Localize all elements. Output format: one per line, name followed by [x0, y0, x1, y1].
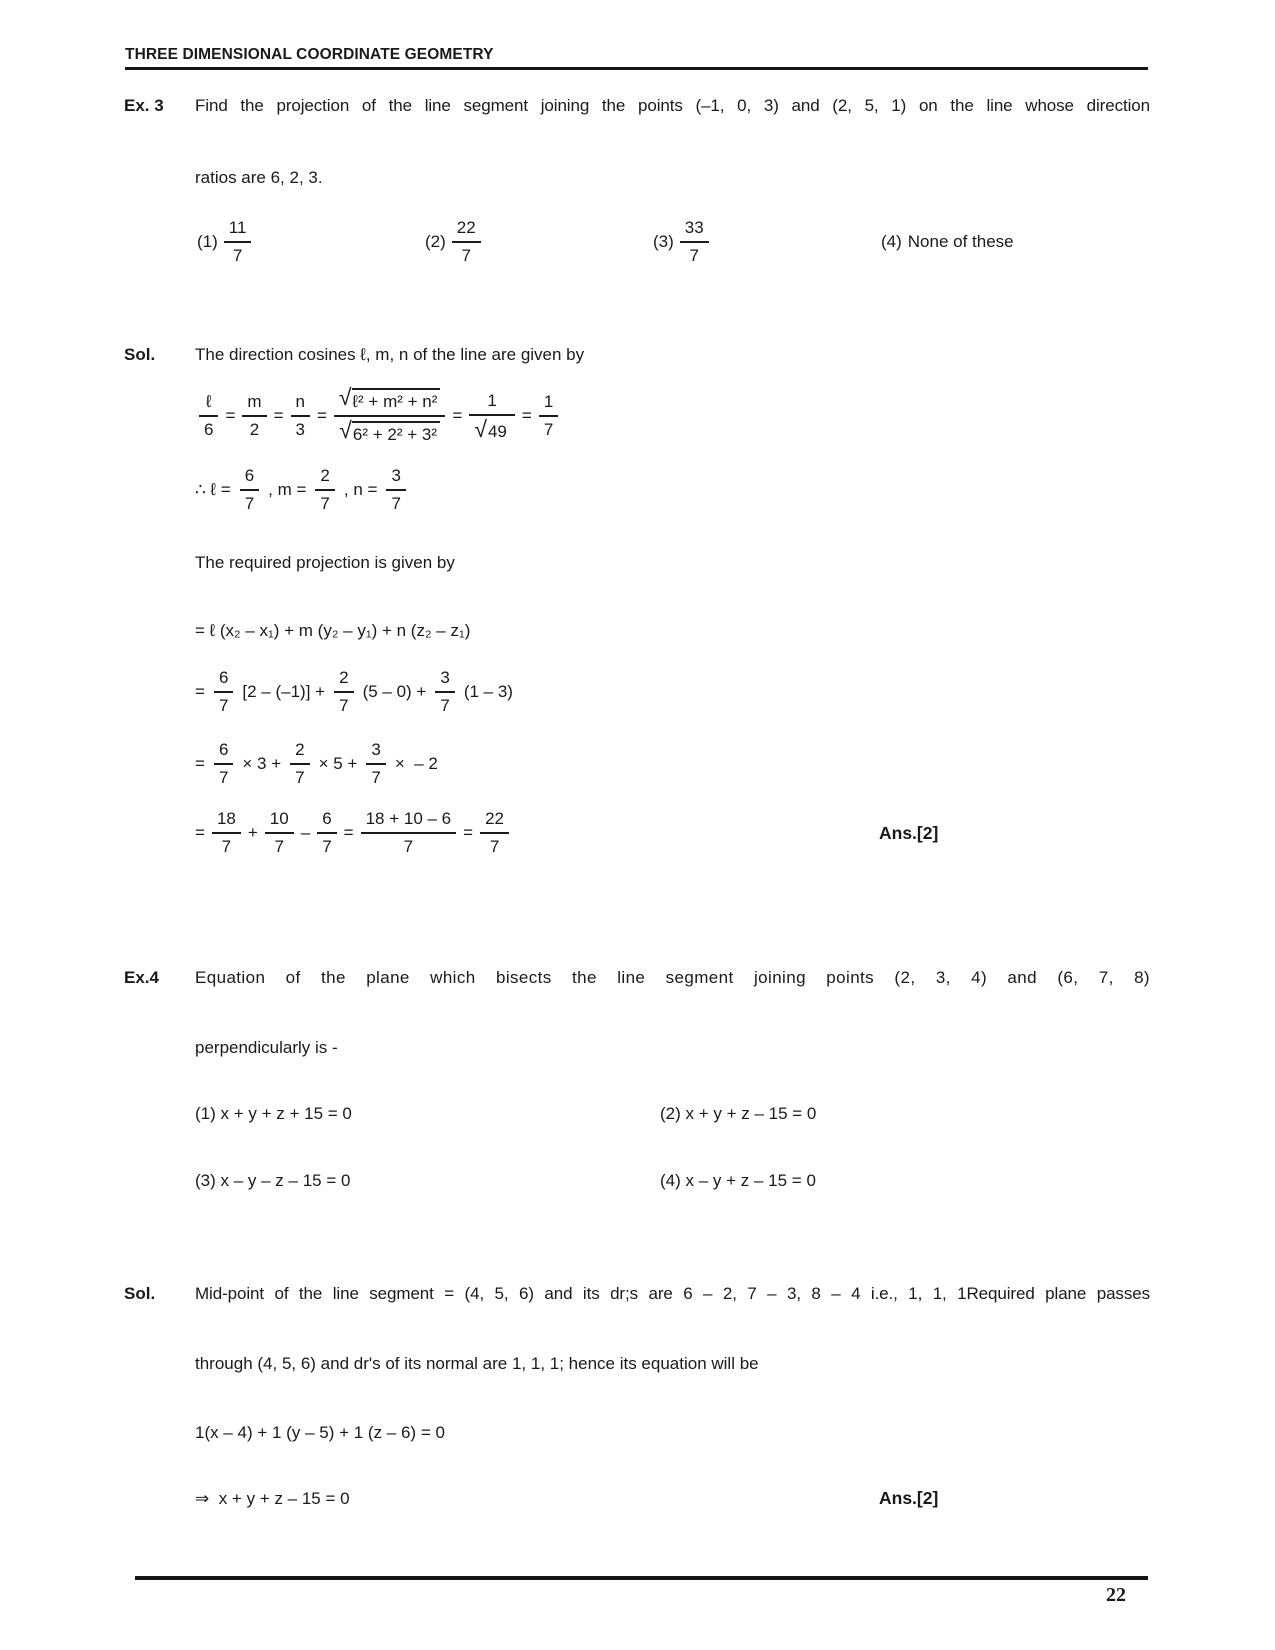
ex4-option-4: (4) x – y + z – 15 = 0 — [660, 1171, 816, 1190]
fraction — [214, 666, 233, 718]
sol4-line3: 1(x – 4) + 1 (y – 5) + 1 (z – 6) = 0 — [195, 1423, 445, 1442]
fraction-denominator: 7 — [371, 768, 381, 787]
ex3-option-2 — [425, 216, 653, 268]
fraction-denominator: 7 — [320, 494, 330, 513]
fraction-numerator: 11 — [224, 216, 252, 243]
ex3-option-4 — [881, 232, 1152, 252]
fraction-numerator: 3 — [435, 666, 454, 693]
fraction-denominator — [334, 417, 445, 447]
sol4-line2: through (4, 5, 6) and dr's of its normal are 1, 1, 1; hence its equation will be — [195, 1354, 759, 1373]
math-token: × 5 + — [318, 754, 358, 773]
ex3-option-1 — [197, 216, 425, 268]
chapter-title: THREE DIMENSIONAL COORDINATE GEOMETRY — [125, 46, 494, 63]
fraction — [317, 807, 336, 859]
sol4-label: Sol. — [124, 1284, 156, 1303]
square-root — [474, 415, 510, 443]
math-token: × – 2 — [394, 754, 438, 773]
fraction — [291, 390, 310, 442]
sol3-therefore-line — [195, 464, 410, 516]
sol3-eq3 — [195, 738, 443, 790]
math-token: [2 – (–1)] + — [242, 682, 326, 701]
fraction-numerator: 22 — [452, 216, 481, 243]
option-label: (1) — [197, 232, 218, 251]
ex4-answer: Ans.[2] — [879, 1488, 939, 1508]
math-token: = — [452, 406, 463, 425]
math-token: + — [247, 823, 258, 842]
ex3-label: Ex. 3 — [124, 96, 164, 115]
fraction-denominator: 7 — [689, 246, 699, 265]
ex3-question-line1: Find the projection of the line segment joining the points (–1, 0, 3) and (2, 5, 1) on the line whose direction — [195, 96, 1150, 115]
sol3-direction-cosines-formula — [195, 376, 562, 456]
math-token: = — [225, 406, 236, 425]
fraction-denominator: 7 — [218, 768, 229, 787]
fraction — [240, 464, 259, 516]
fraction — [199, 390, 218, 442]
fraction — [539, 390, 558, 442]
math-token: = — [463, 823, 474, 842]
math-token: = — [273, 406, 284, 425]
fraction — [680, 216, 709, 268]
fraction-numerator — [334, 385, 445, 417]
sol4-line1: Mid-point of the line segment = (4, 5, 6) and its dr;s are 6 – 2, 7 – 3, 8 – 4 i.e., 1, 1, 1Required plane passes — [195, 1284, 1150, 1303]
fraction — [469, 389, 515, 444]
math-token: = — [316, 406, 327, 425]
sol4-line4: ⇒ x + y + z – 15 = 0 — [195, 1489, 350, 1508]
fraction-denominator: 7 — [543, 420, 554, 439]
fraction — [480, 807, 509, 859]
fraction-denominator: 7 — [461, 246, 471, 265]
math-token: = — [195, 754, 205, 773]
ex4-label: Ex.4 — [124, 968, 159, 987]
fraction-numerator: 3 — [386, 464, 405, 491]
math-token: , n = — [343, 480, 378, 499]
fraction-denominator: 7 — [322, 837, 332, 856]
math-token: , m = — [268, 480, 307, 499]
fraction — [212, 807, 241, 859]
ex4-option-3: (3) x – y – z – 15 = 0 — [195, 1171, 351, 1190]
fraction-numerator: 6 — [317, 807, 336, 834]
ex3-option-3 — [653, 216, 881, 268]
ex4-option-2: (2) x + y + z – 15 = 0 — [660, 1104, 817, 1123]
fraction-denominator: 7 — [218, 696, 229, 715]
math-token: (5 – 0) + — [362, 682, 427, 701]
option-label: (2) — [425, 232, 446, 251]
fraction-denominator: 7 — [489, 837, 500, 856]
fraction-denominator: 7 — [440, 696, 450, 715]
fraction-numerator: 2 — [315, 464, 334, 491]
fraction — [315, 464, 334, 516]
option-label: (4) — [881, 232, 902, 251]
page-header — [125, 45, 1148, 70]
fraction-numerator: 1 — [469, 389, 515, 416]
sol3-label: Sol. — [124, 345, 156, 364]
square-root — [339, 386, 440, 413]
fraction-denominator: 7 — [232, 246, 243, 265]
page-number: 22 — [1106, 1584, 1126, 1606]
fraction — [214, 738, 233, 790]
fraction-numerator: 10 — [265, 807, 294, 834]
ex3-question-line2: ratios are 6, 2, 3. — [195, 168, 323, 187]
fraction-denominator: 7 — [244, 494, 255, 513]
option-text: None of these — [907, 232, 1014, 251]
fraction-denominator: 2 — [249, 420, 260, 439]
sol3-eq1: = ℓ (x₂ – x₁) + m (y₂ – y₁) + n (z₂ – z₁) — [195, 621, 471, 640]
fraction — [265, 807, 294, 859]
radicand: 49 — [487, 421, 507, 441]
math-token: ∴ ℓ = — [195, 480, 231, 499]
sol3-projection-intro: The required projection is given by — [195, 553, 455, 572]
fraction-numerator: 18 — [212, 807, 241, 834]
fraction-denominator — [469, 416, 515, 444]
fraction — [224, 216, 252, 268]
math-token: = — [521, 406, 532, 425]
fraction-numerator: 6 — [214, 738, 233, 765]
fraction — [366, 738, 385, 790]
fraction — [334, 666, 353, 718]
radicand: ℓ² + m² + n² — [352, 388, 441, 413]
fraction-denominator: 3 — [295, 420, 305, 439]
math-token: = — [195, 682, 205, 701]
fraction-denominator: 7 — [403, 837, 414, 856]
fraction-denominator: 7 — [339, 696, 349, 715]
fraction — [435, 666, 454, 718]
fraction-numerator: m — [242, 390, 266, 417]
fraction-numerator: 1 — [539, 390, 558, 417]
square-root — [339, 419, 440, 446]
fraction-numerator: 22 — [480, 807, 509, 834]
fraction-numerator: ℓ — [199, 390, 218, 417]
option-label: (3) — [653, 232, 674, 251]
ex4-option-1: (1) x + y + z + 15 = 0 — [195, 1104, 352, 1123]
radicand: 6² + 2² + 3² — [352, 421, 440, 446]
fraction-numerator: 18 + 10 – 6 — [361, 807, 457, 834]
math-token: (1 – 3) — [463, 682, 513, 701]
ex3-options-row — [197, 210, 1152, 274]
fraction-numerator: 2 — [290, 738, 309, 765]
radical-sign: √ — [338, 384, 352, 410]
math-token: × 3 + — [242, 754, 282, 773]
fraction — [386, 464, 405, 516]
fraction-numerator: 2 — [334, 666, 353, 693]
math-token: – — [300, 823, 311, 842]
math-token: = — [195, 823, 205, 842]
math-token: = — [343, 823, 354, 842]
fraction-numerator: 3 — [366, 738, 385, 765]
fraction-numerator: n — [291, 390, 310, 417]
radical-sign: √ — [474, 415, 487, 442]
fraction — [361, 807, 457, 859]
ex4-question-line1: Equation of the plane which bisects the line segment joining points (2, 3, 4) and (6, 7, 8) — [195, 968, 1150, 987]
fraction — [452, 216, 481, 268]
sol3-eq2 — [195, 666, 518, 718]
fraction-denominator: 7 — [274, 837, 284, 856]
radical-sign: √ — [339, 417, 352, 443]
fraction-numerator: 33 — [680, 216, 709, 243]
fraction-denominator: 7 — [221, 837, 232, 856]
fraction — [242, 390, 266, 442]
ex4-question-line2: perpendicularly is - — [195, 1038, 338, 1057]
fraction-denominator: 7 — [295, 768, 305, 787]
fraction-numerator: 6 — [214, 666, 233, 693]
fraction-denominator: 7 — [391, 494, 401, 513]
ex3-answer: Ans.[2] — [879, 823, 939, 843]
footer-rule — [135, 1576, 1148, 1580]
fraction — [334, 385, 445, 447]
fraction-denominator: 6 — [204, 420, 214, 439]
sol3-intro: The direction cosines ℓ, m, n of the line are given by — [195, 345, 585, 364]
sol3-eq4 — [195, 806, 513, 860]
fraction-numerator: 6 — [240, 464, 259, 491]
fraction — [290, 738, 309, 790]
